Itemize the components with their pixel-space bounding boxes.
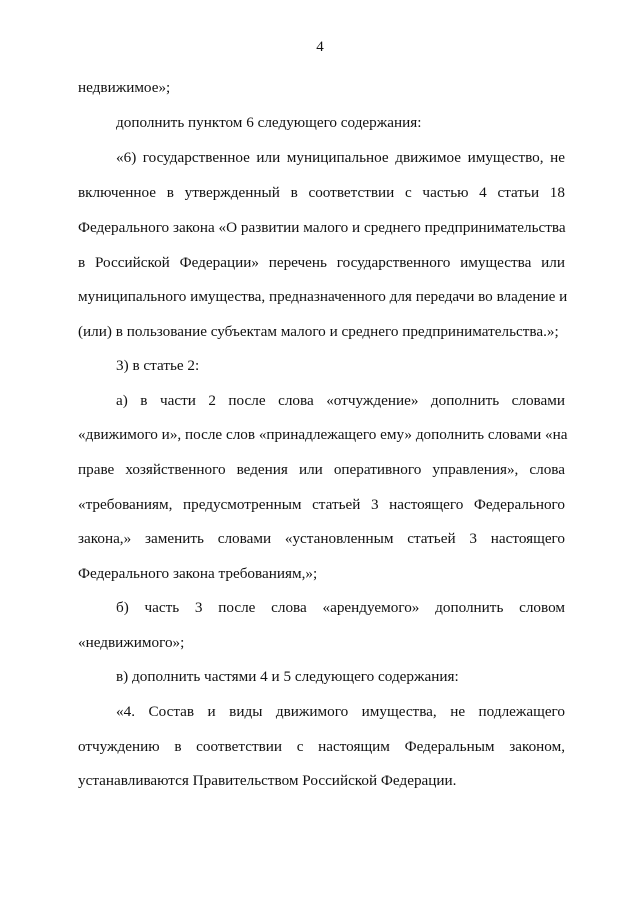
text-line: (или) в пользование субъектам малого и среднего предпринимательства.»; (78, 323, 559, 340)
text-line: отчуждению в соответствии с настоящим Федеральным законом, (78, 738, 565, 755)
text-line: в Российской Федерации» перечень государственного имущества или (78, 254, 565, 271)
text-line: Федерального закона «О развитии малого и среднего предпринимательства (78, 219, 566, 236)
text-line: «недвижимого»; (78, 634, 185, 651)
text-line: недвижимое»; (78, 79, 171, 96)
text-line: 3) в статье 2: (116, 357, 200, 374)
text-line: в) дополнить частями 4 и 5 следующего содержания: (116, 668, 459, 685)
text-line: включенное в утвержденный в соответствии с частью 4 статьи 18 (78, 184, 565, 201)
text-line: «движимого и», после слов «принадлежащего ему» дополнить словами «на (78, 426, 568, 443)
text-line: муниципального имущества, предназначенного для передачи во владение и (78, 288, 568, 305)
text-line: «6) государственное или муниципальное движимое имущество, не (116, 149, 565, 166)
text-line: дополнить пунктом 6 следующего содержания: (116, 114, 422, 131)
text-line: Федерального закона требованиям,»; (78, 565, 318, 582)
text-line: «требованиям, предусмотренным статьей 3 настоящего Федерального (78, 496, 565, 513)
text-line: закона,» заменить словами «установленным статьей 3 настоящего (78, 530, 565, 547)
text-line: б) часть 3 после слова «арендуемого» дополнить словом (116, 599, 565, 616)
text-line: устанавливаются Правительством Российской Федерации. (78, 772, 457, 789)
text-line: а) в части 2 после слова «отчуждение» дополнить словами (116, 392, 565, 409)
page-number: 4 (316, 39, 324, 55)
text-line: праве хозяйственного ведения или оперативного управления», слова (78, 461, 565, 478)
text-line: «4. Состав и виды движимого имущества, не подлежащего (116, 703, 565, 720)
